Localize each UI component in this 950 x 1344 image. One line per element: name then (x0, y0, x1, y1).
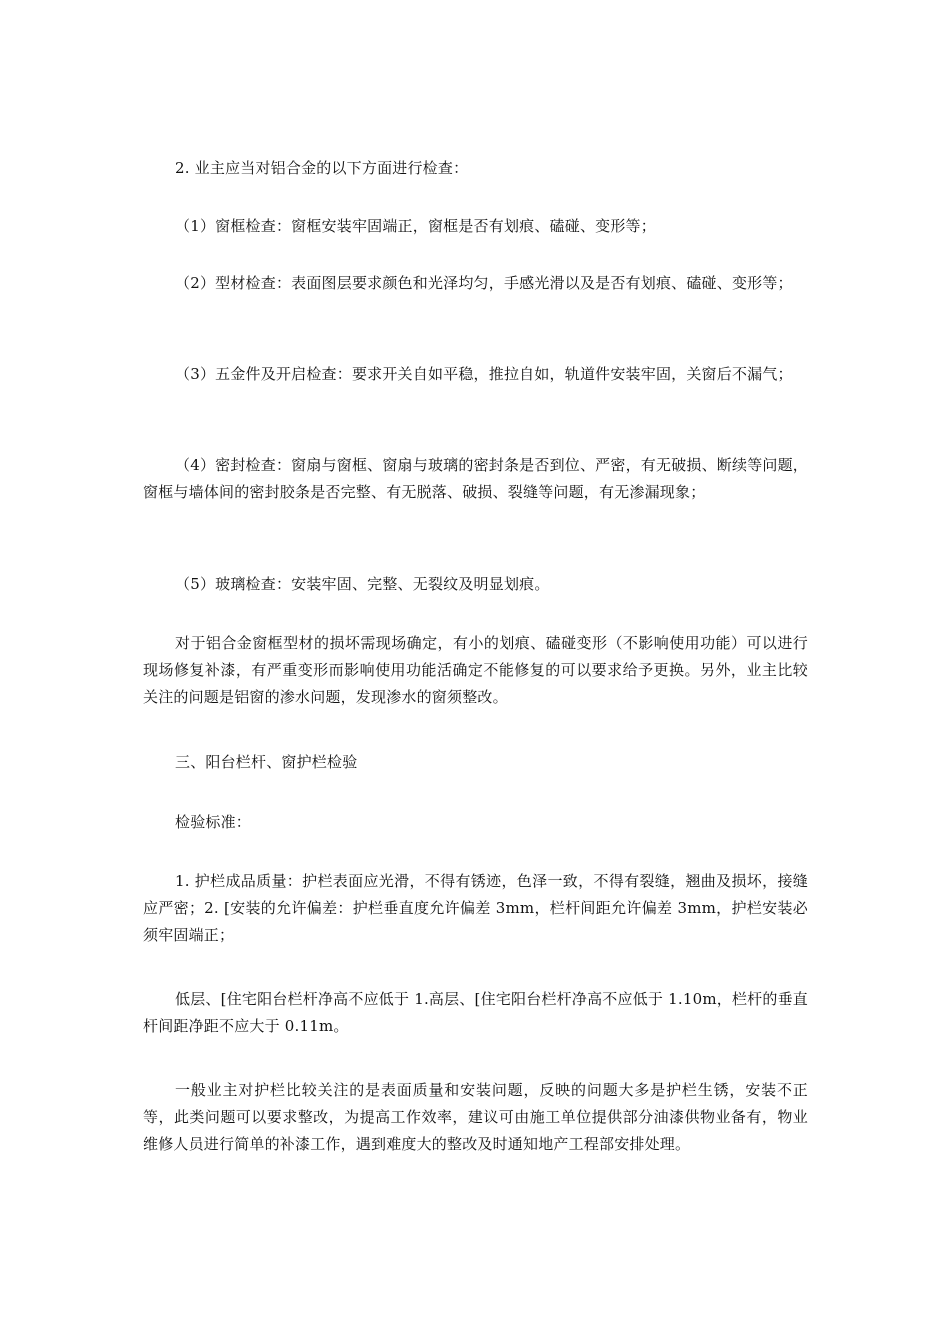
paragraph-profile-check: （2）型材检查：表面图层要求颜色和光泽均匀，手感光滑以及是否有划痕、磕碰、变形等； (175, 274, 793, 292)
paragraph-frame-check: （1）窗框检查：窗框安装牢固端正，窗框是否有划痕、磕碰、变形等； (175, 217, 656, 235)
paragraph-damage-handling: 对于铝合金窗框型材的损坏需现场确定，有小的划痕、磕碰变形（不影响使用功能）可以进行现场修复补漆，有严重变形而影响使用功能活确定不能修复的可以要求给予更换。另外，业主比较关注的问题是铝窗的渗水问题，发现渗水的窗须整改。 (143, 634, 808, 706)
paragraph-standard-label: 检验标准： (175, 813, 252, 831)
paragraph-seal-check: （4）密封检查：窗扇与窗框、窗扇与玻璃的密封条是否到位、严密，有无破损、断续等问题，窗框与墙体间的密封胶条是否完整、有无脱落、破损、裂缝等问题，有无渗漏现象； (143, 456, 808, 501)
paragraph-railing-issues: 一般业主对护栏比较关注的是表面质量和安装问题，反映的问题大多是护栏生锈，安装不正等，此类问题可以要求整改，为提高工作效率，建议可由施工单位提供部分油漆供物业备有，物业维修人员进行简单的补漆工作，遇到难度大的整改及时通知地产工程部安排处理。 (143, 1081, 808, 1153)
section-heading-railing: 三、阳台栏杆、窗护栏检验 (175, 753, 358, 771)
paragraph-aluminum-intro: 2. 业主应当对铝合金的以下方面进行检查： (175, 159, 469, 177)
paragraph-railing-height: 低层、[住宅阳台栏杆净高不应低于 1.高层、[住宅阳台栏杆净高不应低于 1.10m，栏杆的垂直杆间距净距不应大于 0.11m。 (143, 990, 808, 1035)
paragraph-glass-check: （5）玻璃检查：安装牢固、完整、无裂纹及明显划痕。 (175, 575, 550, 593)
paragraph-railing-quality: 1. 护栏成品质量：护栏表面应光滑，不得有锈迹，色泽一致，不得有裂缝，翘曲及损坏，接缝应严密；2. [安装的允许偏差：护栏垂直度允许偏差 3mm，栏杆间距允许偏差 3mm，护栏安装必须牢固端正； (143, 872, 808, 944)
paragraph-hardware-check: （3）五金件及开启检查：要求开关自如平稳，推拉自如，轨道件安装牢固，关窗后不漏气； (175, 365, 793, 383)
